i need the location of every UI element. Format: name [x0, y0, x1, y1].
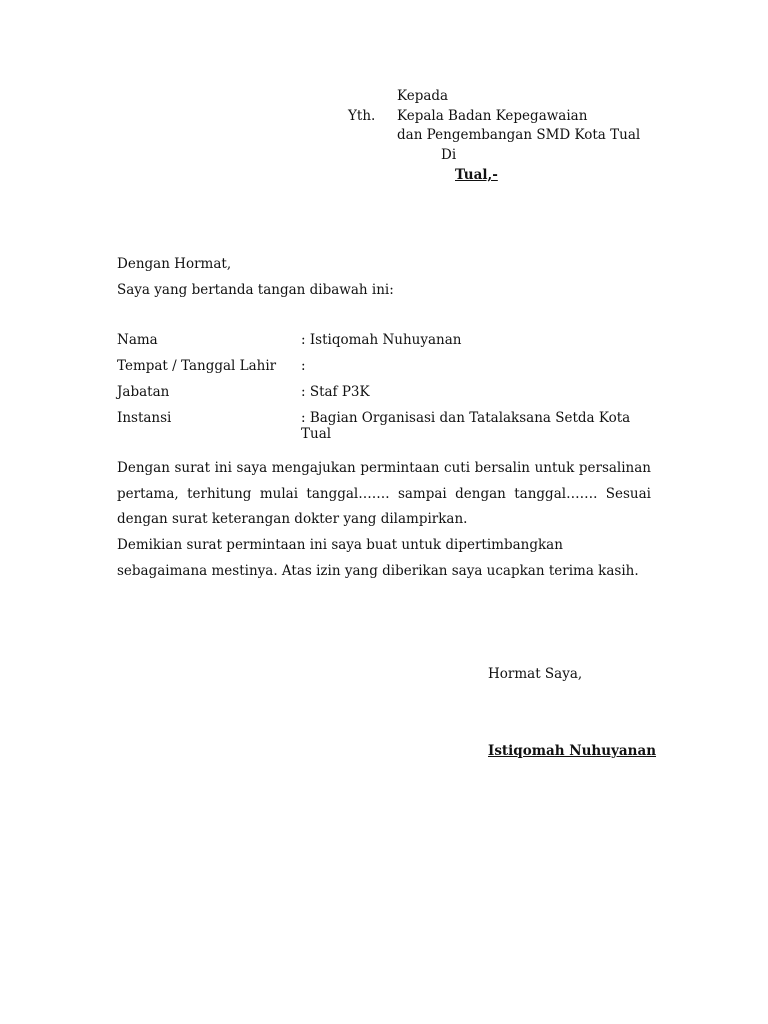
field-row-instansi [117, 410, 657, 442]
field-label: Tempat / Tanggal Lahir [117, 358, 277, 374]
recipient-line-2: dan Pengembangan SMD Kota Tual [397, 127, 641, 143]
city-label: Tual,- [455, 167, 498, 183]
field-row-ttl [117, 358, 657, 378]
field-value: : Istiqomah Nuhuyanan [301, 332, 462, 348]
body-paragraph-1: Dengan surat ini saya mengajukan permintaan cuti bersalin untuk persalinan pertama, terhitung mulai tanggal……. sampai dengan tanggal……. Sesuai dengan surat keterangan dokter yang dilampirkan. [117, 460, 651, 527]
field-label: Instansi [117, 410, 172, 426]
intro-line: Saya yang bertanda tangan dibawah ini: [117, 282, 394, 298]
signatory-name: Istiqomah Nuhuyanan [488, 743, 657, 759]
recipient-line-1: Kepala Badan Kepegawaian [397, 108, 588, 124]
field-row-jabatan [117, 384, 657, 404]
field-value: : Bagian Organisasi dan Tatalaksana Setda Kota Tual [301, 410, 631, 442]
field-label: Jabatan [117, 384, 170, 400]
greeting: Dengan Hormat, [117, 256, 232, 272]
closing-salutation: Hormat Saya, [488, 666, 583, 682]
field-value: : [301, 358, 306, 374]
di-label: Di [441, 147, 457, 163]
yth-label: Yth. [348, 108, 376, 124]
kepada-label: Kepada [397, 88, 449, 104]
field-label: Nama [117, 332, 158, 348]
body-paragraph-2: Demikian surat permintaan ini saya buat untuk dipertimbangkan sebagaimana mestinya. Atas izin yang diberikan saya ucapkan terima kasih. [117, 537, 639, 579]
field-value: : Staf P3K [301, 384, 370, 400]
field-row-nama [117, 332, 657, 352]
